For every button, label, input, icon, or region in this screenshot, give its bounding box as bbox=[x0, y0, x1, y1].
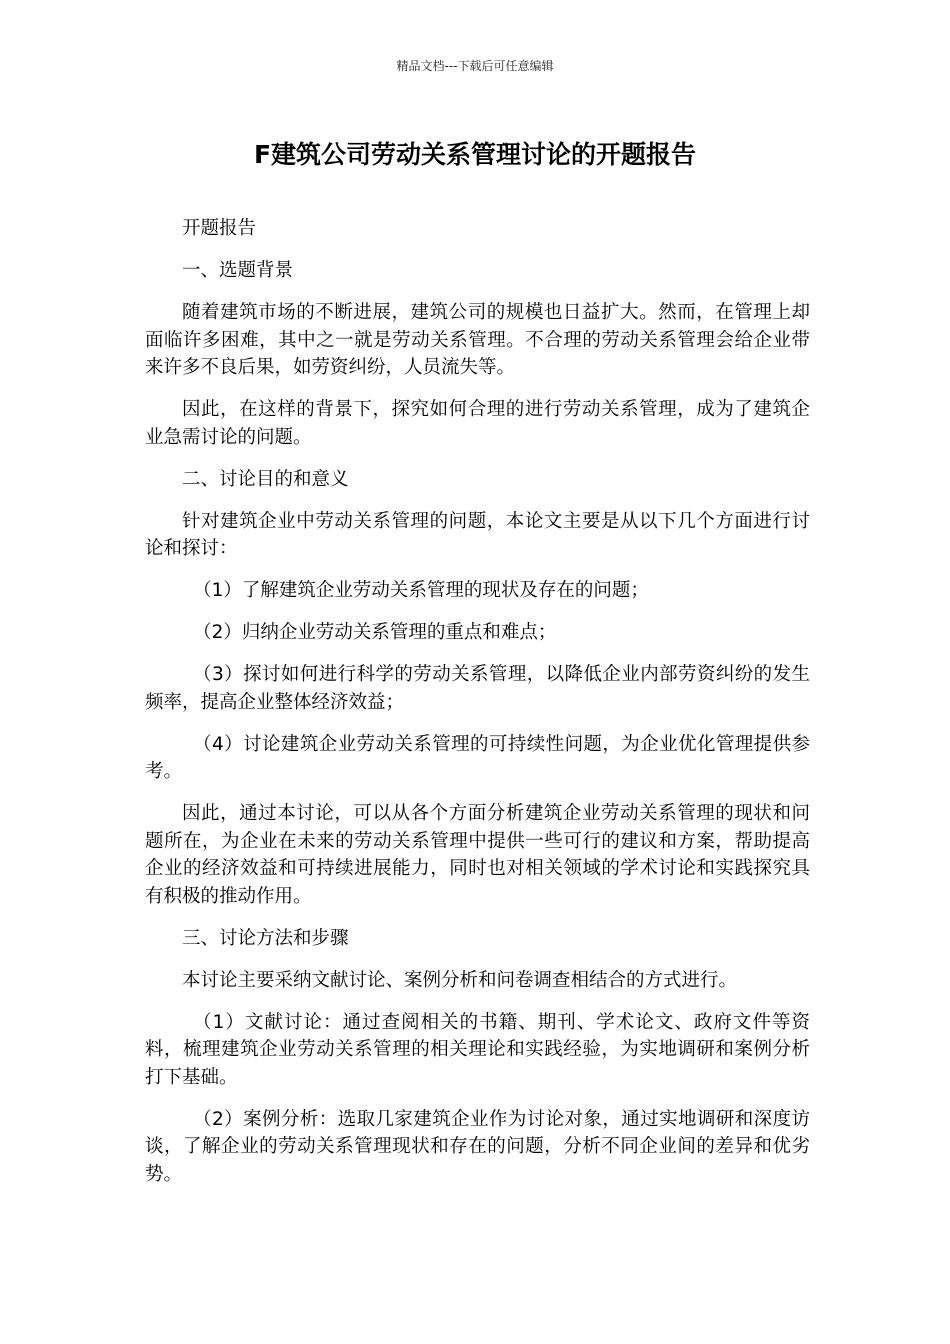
list-item-method-2: （2）案例分析：选取几家建筑企业作为讨论对象，通过实地调研和深度访谈，了解企业的劳动关系管理现状和存在的问题，分析不同企业间的差异和优劣势。 bbox=[145, 1108, 810, 1185]
paragraph-background: 随着建筑市场的不断进展，建筑公司的规模也日益扩大。然而，在管理上却面临许多困难，其中之一就是劳动关系管理。不合理的劳动关系管理会给企业带来许多不良后果，如劳资纠纷，人员流失等。 bbox=[145, 302, 810, 378]
paragraph-significance: 因此，通过本讨论，可以从各个方面分析建筑企业劳动关系管理的现状和问题所在，为企业在未来的劳动关系管理中提供一些可行的建议和方案，帮助提高企业的经济效益和可持续进展能力，同时也对相关领域的学术讨论和实践探究具有积极的推动作用。 bbox=[145, 803, 810, 907]
paragraph-background-conclusion: 因此，在这样的背景下，探究如何合理的进行劳动关系管理，成为了建筑企业急需讨论的问题。 bbox=[145, 399, 810, 448]
page-header: 精品文档---下载后可任意编辑 bbox=[396, 59, 554, 73]
section-label-report: 开题报告 bbox=[182, 218, 257, 239]
section-heading-background: 一、选题背景 bbox=[182, 260, 294, 281]
list-item-purpose-2: （2）归纳企业劳动关系管理的重点和难点； bbox=[193, 622, 557, 643]
section-heading-purpose: 二、讨论目的和意义 bbox=[182, 468, 349, 490]
paragraph-purpose-intro: 针对建筑企业中劳动关系管理的问题，本论文主要是从以下几个方面进行讨论和探讨： bbox=[145, 510, 810, 559]
list-item-purpose-1: （1）了解建筑企业劳动关系管理的现状及存在的问题； bbox=[193, 580, 649, 601]
list-item-purpose-4: （4）讨论建筑企业劳动关系管理的可持续性问题，为企业优化管理提供参考。 bbox=[145, 733, 810, 782]
document-body bbox=[145, 215, 810, 1203]
list-item-method-1: （1）文献讨论：通过查阅相关的书籍、期刊、学术论文、政府文件等资料，梳理建筑企业劳动关系管理的相关理论和实践经验，为实地调研和案例分析打下基础。 bbox=[145, 1011, 810, 1088]
section-heading-methods: 三、讨论方法和步骤 bbox=[182, 927, 349, 949]
list-item-purpose-3: （3）探讨如何进行科学的劳动关系管理，以降低企业内部劳资纠纷的发生频率，提高企业整体经济效益； bbox=[145, 664, 810, 713]
paragraph-methods-intro: 本讨论主要采纳文献讨论、案例分析和问卷调查相结合的方式进行。 bbox=[182, 969, 738, 991]
document-title: F建筑公司劳动关系管理讨论的开题报告 bbox=[253, 140, 697, 169]
